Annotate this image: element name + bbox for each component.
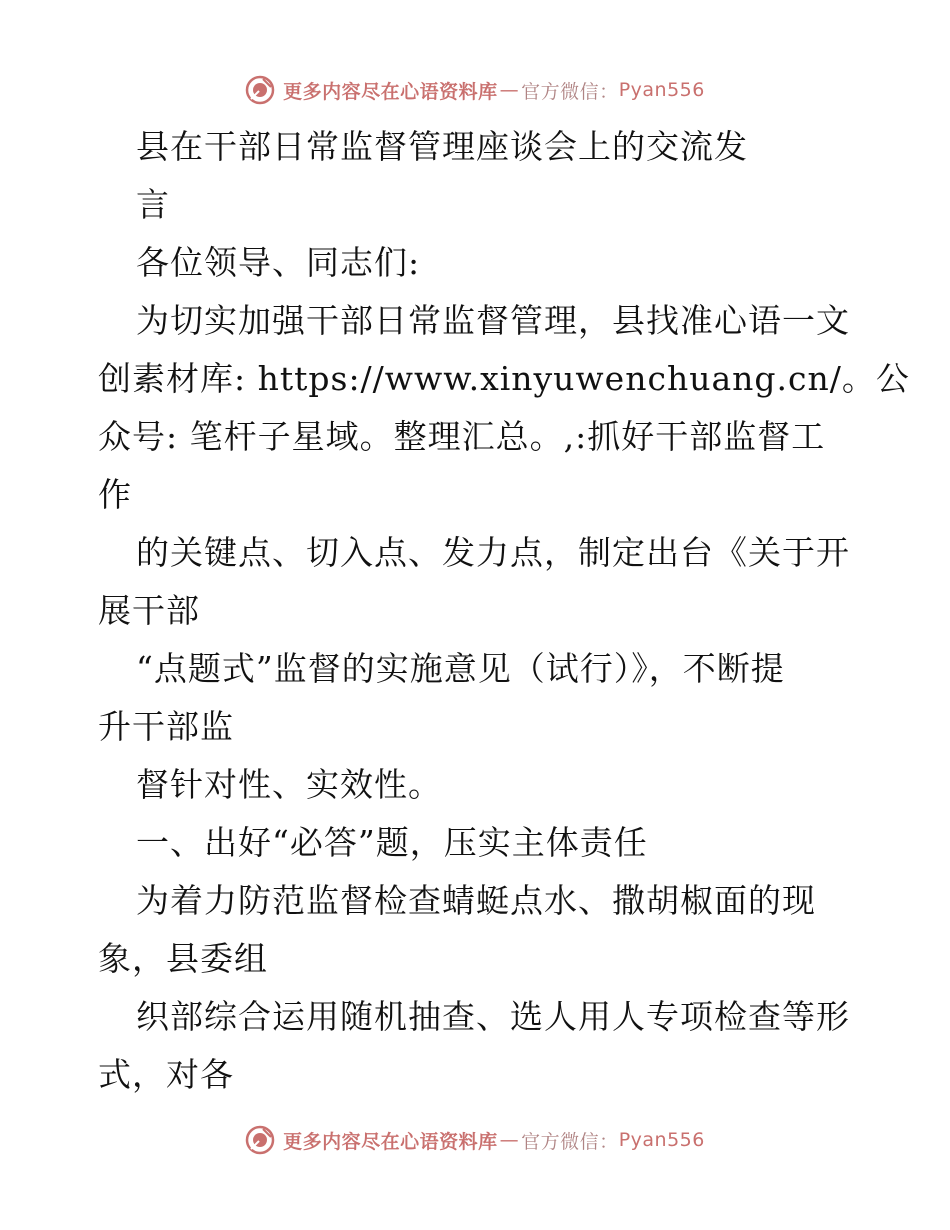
paragraph-line: 升干部监 [98, 707, 234, 746]
paragraph-line: 象，县委组 [98, 939, 268, 978]
paragraph-line: 创素材库: https://www.xinyuwenchuang.cn/。公 [98, 359, 910, 398]
watermark-wechat-id: Pyan556 [618, 79, 705, 101]
document-title-line-2: 言 [136, 185, 170, 224]
paragraph-line: 众号: 笔杆子星域。整理汇总。,:抓好干部监督工 [98, 417, 826, 456]
watermark-main-text: 更多内容尽在心语资料库 [283, 80, 498, 103]
footer-watermark [0, 1120, 950, 1160]
document-body [98, 118, 910, 1104]
pen-logo-icon [245, 75, 275, 105]
watermark-wechat-label: 官方微信： [521, 80, 619, 103]
paragraph-line: 作 [98, 475, 132, 514]
header-watermark [0, 70, 950, 110]
pen-logo-icon [245, 1125, 275, 1155]
paragraph-line: 展干部 [98, 591, 200, 630]
section-heading: 一、出好“必答”题，压实主体责任 [136, 823, 648, 862]
watermark-dash: — [499, 79, 520, 101]
watermark-wechat-label: 官方微信： [521, 1130, 619, 1153]
watermark-main-text: 更多内容尽在心语资料库 [283, 1130, 498, 1153]
paragraph-line: 式，对各 [98, 1055, 234, 1094]
paragraph-line: 为着力防范监督检查蜻蜓点水、撒胡椒面的现 [136, 881, 816, 920]
document-title-line-1: 县在干部日常监督管理座谈会上的交流发 [136, 127, 748, 166]
watermark-dash: — [499, 1129, 520, 1151]
paragraph-line: 为切实加强干部日常监督管理，县找准心语一文 [136, 301, 850, 340]
paragraph-line: “点题式”监督的实施意见（试行）》，不断提 [136, 649, 785, 688]
watermark-wechat-id: Pyan556 [618, 1129, 705, 1151]
paragraph-line: 的关键点、切入点、发力点，制定出台《关于开 [136, 533, 850, 572]
paragraph-line: 督针对性、实效性。 [136, 765, 442, 804]
paragraph-line: 织部综合运用随机抽查、选人用人专项检查等形 [136, 997, 850, 1036]
salutation: 各位领导、同志们: [136, 243, 421, 282]
